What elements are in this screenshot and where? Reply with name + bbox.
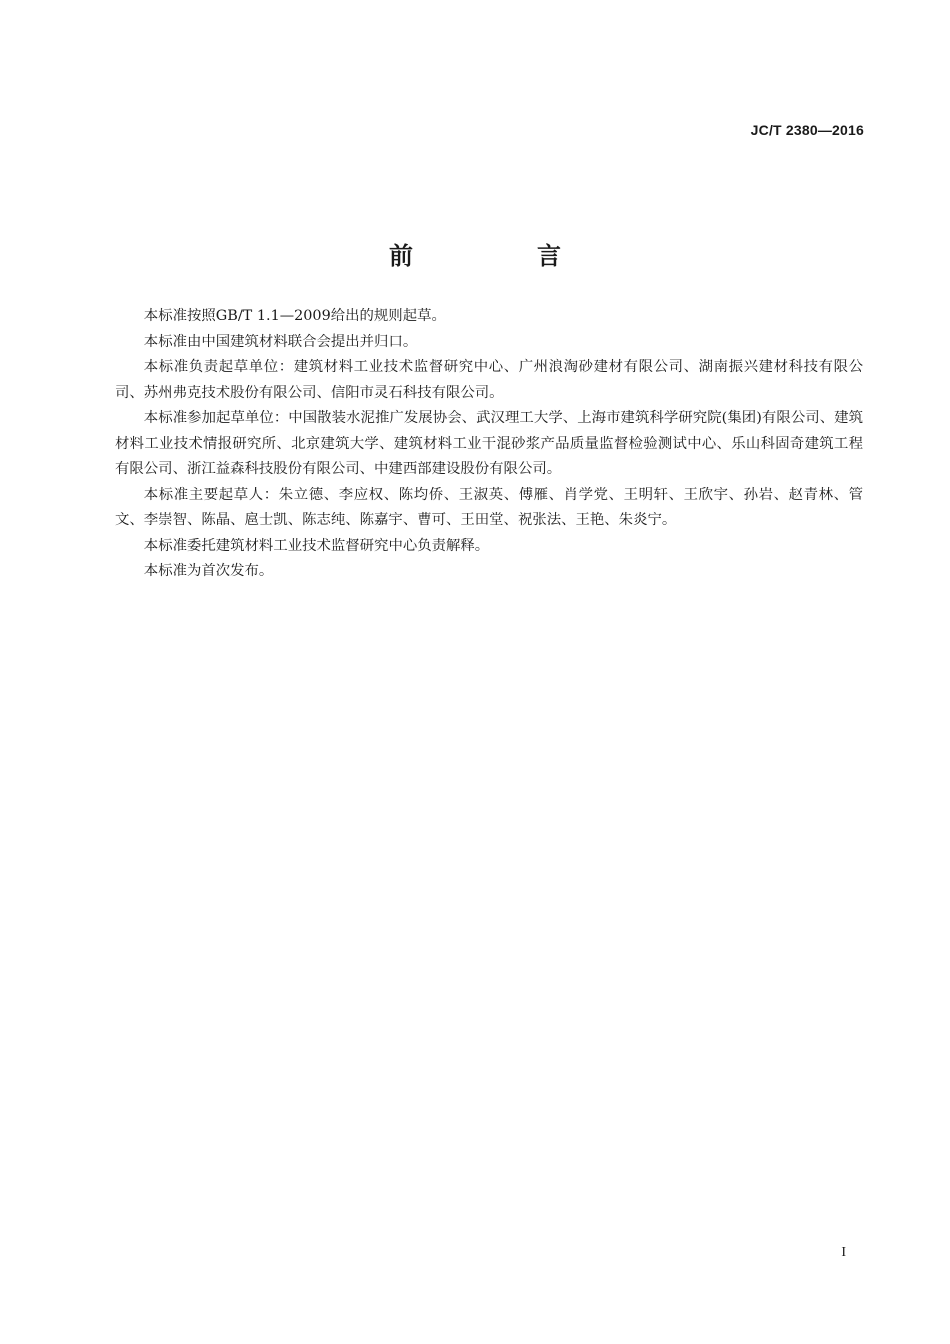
paragraph-interpretation: 本标准委托建筑材料工业技术监督研究中心负责解释。 (143, 537, 490, 554)
standard-number: JC/T 2380—2016 (750, 122, 864, 138)
foreword-body (115, 304, 863, 585)
page-number: I (841, 1245, 846, 1260)
paragraph-drafting-rules: 本标准按照GB/T 1.1—2009给出的规则起草。 (143, 308, 446, 324)
paragraph-first-release: 本标准为首次发布。 (143, 563, 274, 579)
paragraph-proposer: 本标准由中国建筑材料联合会提出并归口。 (143, 333, 418, 350)
paragraph-main-drafters: 本标准主要起草人：朱立德、李应权、陈均侨、王淑英、傅雁、肖学党、王明轩、王欣宇、孙岩、赵青林、管文、李崇智、陈晶、扈士凯、陈志纯、陈嘉宇、曹可、王田堂、祝张法、王艳、朱炎宁。 (115, 486, 863, 528)
paragraph-lead-drafters: 本标准负责起草单位：建筑材料工业技术监督研究中心、广州浪淘砂建材有限公司、湖南振兴建材科技有限公司、苏州弗克技术股份有限公司、信阳市灵石科技有限公司。 (115, 359, 863, 401)
paragraph-participating-drafters: 本标准参加起草单位：中国散装水泥推广发展协会、武汉理工大学、上海市建筑科学研究院(集团)有限公司、建筑材料工业技术情报研究所、北京建筑大学、建筑材料工业干混砂浆产品质量监督检验测试中心、乐山科固奇建筑工程有限公司、浙江益森科技股份有限公司、中建西部建设股份有限公司。 (115, 410, 863, 477)
page-title: 前 言 (389, 242, 611, 271)
